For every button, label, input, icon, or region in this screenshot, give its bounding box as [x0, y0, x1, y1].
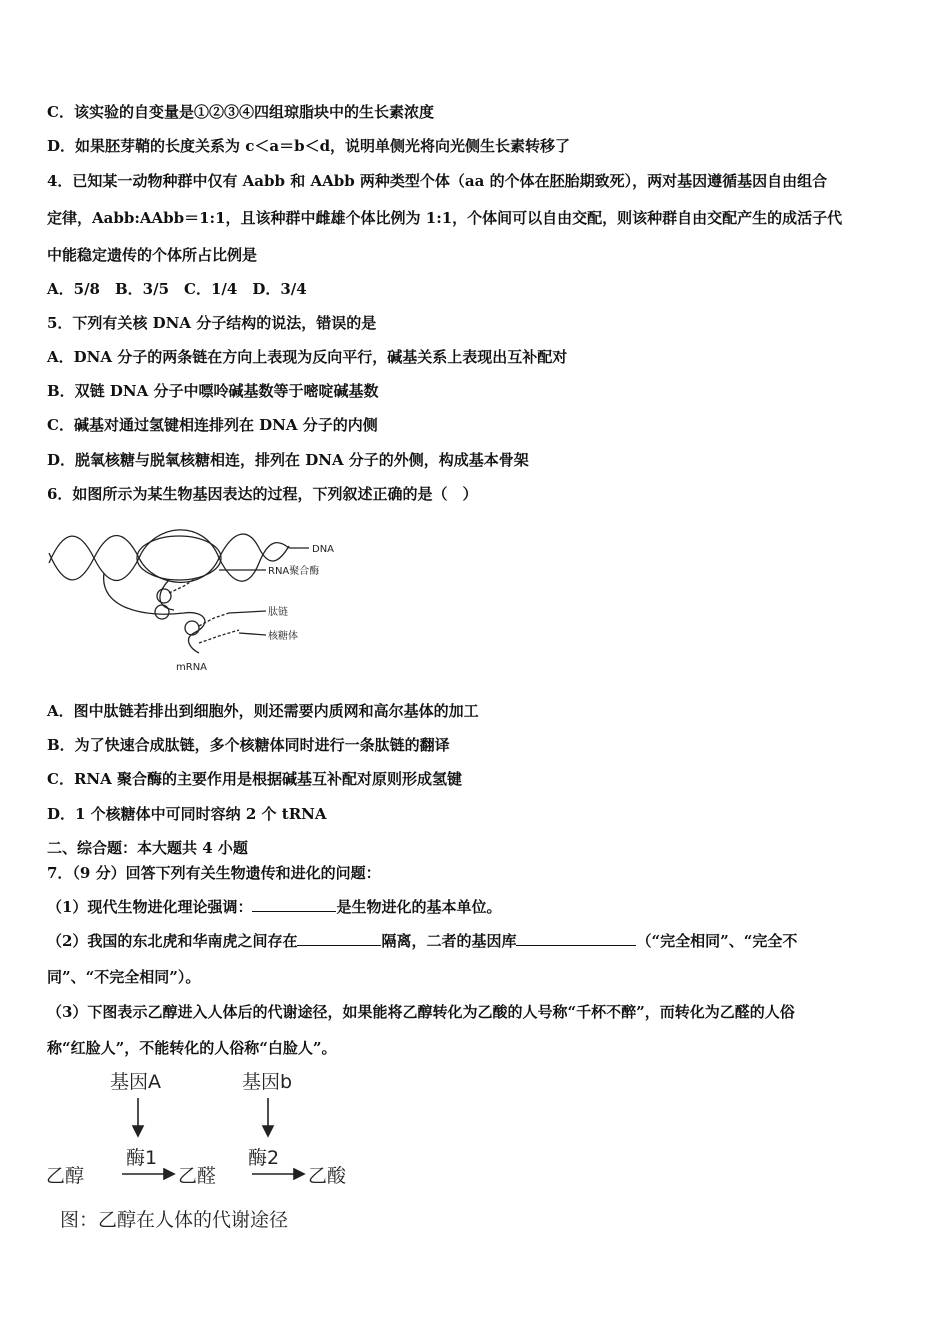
- figure-label-rna-polymerase: RNA聚合酶: [268, 566, 320, 577]
- q4-stem-line2: 定律，Aabb:AAbb＝1:1，且该种群中雌雄个体比例为 1:1，个体间可以自由交配，则该种群自由交配产生的成活子代: [47, 209, 843, 227]
- ethanol-label: 乙醇: [46, 1165, 85, 1187]
- q7-part-3-line1: （3）下图表示乙醇进入人体后的代谢途径，如果能将乙醇转化为乙酸的人号称“千杯不醉”，而转化为乙醛的人俗: [47, 1003, 795, 1021]
- answer-blank-3[interactable]: [516, 931, 636, 946]
- q6-option-d: D．1 个核糖体中可同时容纳 2 个 tRNA: [47, 805, 327, 823]
- q4-stem-line1: 4．已知某一动物种群中仅有 Aabb 和 AAbb 两种类型个体（aa 的个体在胚胎期致死），两对基因遵循基因自由组合: [47, 172, 828, 190]
- q5-option-d: D．脱氧核糖与脱氧核糖相连，排列在 DNA 分子的外侧，构成基本骨架: [47, 451, 529, 469]
- q3-option-d: D．如果胚芽鞘的长度关系为 c＜a＝b＜d，说明单侧光将向光侧生长素转移了: [47, 137, 571, 155]
- enzyme-1-label: 酶1: [126, 1147, 158, 1169]
- gene-b-label: 基因b: [242, 1071, 293, 1093]
- arrow-enzyme-2-head: [294, 1169, 304, 1179]
- arrow-gene-b-head: [263, 1126, 273, 1136]
- gene-expression-figure: [44, 518, 344, 676]
- q7-part-1: [47, 897, 501, 917]
- q5-stem: 5．下列有关核 DNA 分子结构的说法，错误的是: [47, 314, 377, 332]
- arrow-gene-a-head: [133, 1126, 143, 1136]
- peptide-chain-3: [199, 630, 239, 643]
- ribosome-2: [155, 605, 169, 619]
- leader-ribosome: [239, 633, 266, 635]
- enzyme-2-label: 酶2: [248, 1147, 280, 1169]
- acetic-acid-label: 乙酸: [308, 1165, 347, 1187]
- acetaldehyde-label: 乙醛: [178, 1165, 217, 1187]
- mrna-strand: [104, 573, 205, 653]
- dna-bubble-bottom: [139, 558, 219, 582]
- ethanol-metabolism-figure: [44, 1066, 364, 1238]
- figure-label-mrna: mRNA: [176, 662, 208, 673]
- q6-option-b: B．为了快速合成肽链，多个核糖体同时进行一条肽链的翻译: [47, 736, 450, 754]
- q4-options: A．5/8 B．3/5 C．1/4 D．3/4: [47, 280, 307, 298]
- q7-part-2-middle: 隔离，二者的基因库: [381, 932, 517, 950]
- figure-caption: 图：乙醇在人体的代谢途径: [60, 1209, 289, 1231]
- arrow-enzyme-1-head: [164, 1169, 174, 1179]
- q7-part-2: [47, 931, 797, 951]
- q7-part-1-suffix: 是生物进化的基本单位。: [336, 898, 502, 916]
- q5-option-c: C．碱基对通过氢键相连排列在 DNA 分子的内侧: [47, 416, 378, 434]
- answer-blank-1[interactable]: [252, 897, 336, 912]
- q6-option-c: C．RNA 聚合酶的主要作用是根据碱基互补配对原则形成氢键: [47, 770, 462, 788]
- answer-blank-2[interactable]: [297, 931, 381, 946]
- q7-stem: 7．（9 分）回答下列有关生物遗传和进化的问题：: [47, 864, 381, 882]
- dna-strand-3: [219, 534, 289, 561]
- q6-option-a: A．图中肽链若排出到细胞外，则还需要内质网和高尔基体的加工: [47, 702, 479, 720]
- dna-strand-2: [49, 536, 139, 580]
- q7-part-2-suffix: （“完全相同”、“完全不: [636, 932, 798, 950]
- q7-part-2-line2: 同”、“不完全相同”）。: [47, 968, 201, 986]
- q7-part-1-prefix: （1）现代生物进化理论强调：: [47, 898, 253, 916]
- ribosome-1: [157, 589, 171, 603]
- q3-option-c: C．该实验的自变量是①②③④四组琼脂块中的生长素浓度: [47, 103, 434, 121]
- figure-label-peptide: 肽链: [268, 607, 288, 618]
- q4-stem-line3: 中能稳定遗传的个体所占比例是: [47, 246, 258, 264]
- q6-stem: 6．如图所示为某生物基因表达的过程，下列叙述正确的是（ ）: [47, 485, 478, 503]
- leader-peptide: [229, 611, 266, 613]
- ribosome-3: [185, 621, 199, 635]
- figure-label-dna: DNA: [312, 544, 335, 555]
- dna-bubble-top: [139, 530, 219, 558]
- rna-polymerase: [137, 536, 221, 580]
- peptide-chain-2: [199, 613, 229, 626]
- figure-label-ribosome: 核糖体: [268, 631, 298, 642]
- q7-part-3-line2: 称“红脸人”，不能转化的人俗称“白脸人”。: [47, 1039, 337, 1057]
- q7-part-2-prefix: （2）我国的东北虎和华南虎之间存在: [47, 932, 298, 950]
- q5-option-a: A．DNA 分子的两条链在方向上表现为反向平行，碱基关系上表现出互补配对: [47, 348, 568, 366]
- section-2-title: 二、综合题：本大题共 4 小题: [47, 839, 248, 857]
- gene-a-label: 基因A: [110, 1071, 161, 1093]
- q5-option-b: B．双链 DNA 分子中嘌呤碱基数等于嘧啶碱基数: [47, 382, 379, 400]
